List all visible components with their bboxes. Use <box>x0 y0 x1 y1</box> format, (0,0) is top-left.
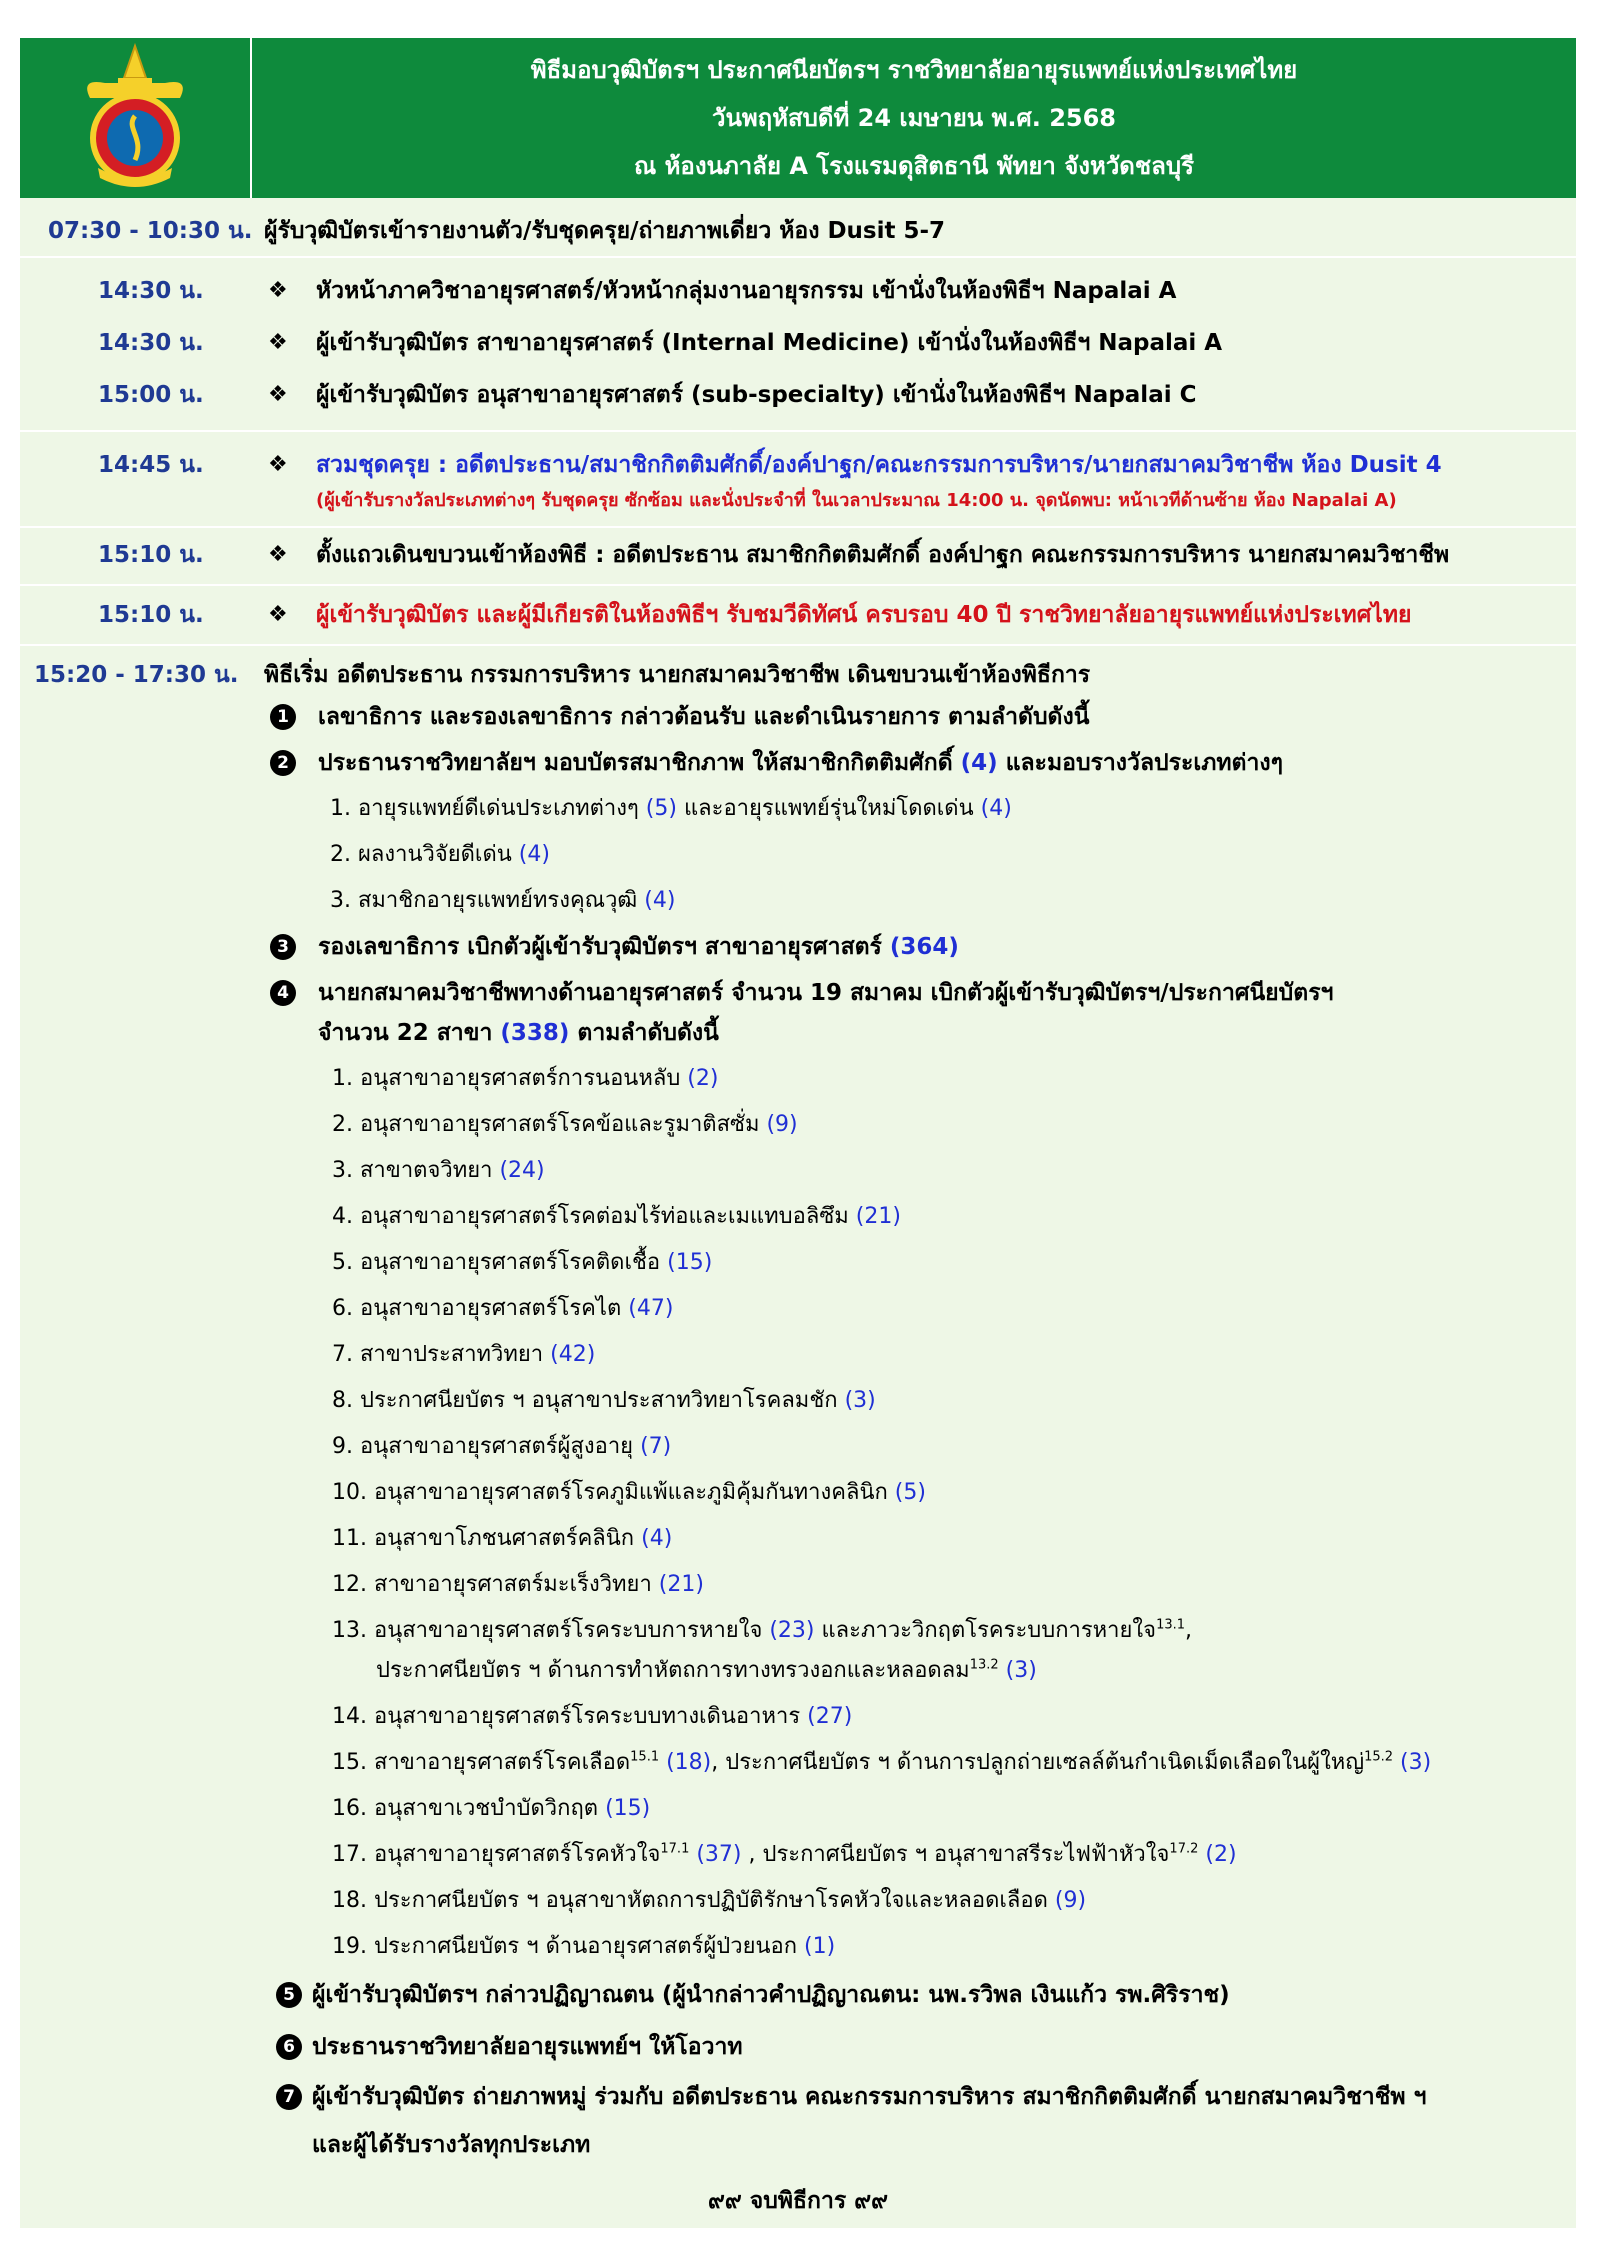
item-text-mid: , ประกาศนียบัตร ฯ ด้านการปลูกถ่ายเซลล์ต้นกำเนิดเม็ดเลือดในผู้ใหญ่ <box>711 1750 1365 1775</box>
item-text: อนุสาขาอายุรศาสตร์โรคภูมิแพ้และภูมิคุ้มกันทางคลินิก <box>374 1480 895 1505</box>
list-number: 8. <box>332 1388 353 1413</box>
event-title: พิธีมอบวุฒิบัตรฯ ประกาศนียบัตรฯ ราชวิทยาลัยอายุรแพทย์แห่งประเทศไทย <box>530 56 1298 84</box>
list-number: 18. <box>332 1888 367 1913</box>
step-number-icon: 5 <box>276 1982 302 2008</box>
footnote-ref: 15.1 <box>630 1749 660 1765</box>
item-text: ประกาศนียบัตร ฯ ด้านอายุรศาสตร์ผู้ป่วยนอก <box>374 1934 805 1959</box>
step-text: ประธานราชวิทยาลัยอายุรแพทย์ฯ ให้โอวาท <box>312 2034 743 2060</box>
item-text: ผลงานวิจัยดีเด่น <box>358 842 519 867</box>
step-text: และผู้ได้รับรางวัลทุกประเภท <box>312 2132 591 2158</box>
count-badge: (3) <box>998 1658 1037 1683</box>
step-number-icon: 2 <box>270 750 296 776</box>
logo-box <box>20 38 252 198</box>
list-number: 2. <box>330 842 351 867</box>
list-number: 10. <box>332 1480 367 1505</box>
item-text: อนุสาขาอายุรศาสตร์โรคติดเชื้อ <box>360 1250 668 1275</box>
count-badge: (2) <box>687 1066 719 1091</box>
row-divider <box>20 584 1576 586</box>
count-badge: (5) <box>645 796 677 821</box>
list-number: 1. <box>330 796 351 821</box>
ornament-left-icon: ๙๙ <box>708 2188 742 2214</box>
count-badge: (37) <box>689 1842 742 1867</box>
diamond-bullet-icon: ❖ <box>268 452 288 477</box>
list-number: 6. <box>332 1296 353 1321</box>
item-text: สาขาอายุรศาสตร์โรคเลือด <box>374 1750 631 1775</box>
schedule-text: ผู้เข้ารับวุฒิบัตร และผู้มีเกียรติในห้องพิธีฯ รับชมวีดิทัศน์ ครบรอบ 40 ปี ราชวิทยาลัยอายุรแพทย์แห่งประเทศไทย <box>316 602 1412 628</box>
time-label: 14:30 น. <box>98 278 204 304</box>
list-number: 1. <box>332 1066 353 1091</box>
item-text: ประกาศนียบัตร ฯ อนุสาขาหัตถการปฏิบัติรักษาโรคหัวใจและหลอดเลือด <box>374 1888 1055 1913</box>
time-label: 15:10 น. <box>98 542 204 568</box>
item-text: อนุสาขาอายุรศาสตร์โรคระบบทางเดินอาหาร <box>374 1704 808 1729</box>
schedule-text: ผู้เข้ารับวุฒิบัตร อนุสาขาอายุรศาสตร์ (sub-specialty) เข้านั่งในห้องพิธีฯ Napalai C <box>316 382 1197 408</box>
step-number-icon: 3 <box>270 934 296 960</box>
item-text: อนุสาขาอายุรศาสตร์โรคหัวใจ <box>374 1842 661 1867</box>
list-number: 2. <box>332 1112 353 1137</box>
footnote-ref: 13.2 <box>969 1657 999 1673</box>
step-text: รองเลขาธิการ เบิกตัวผู้เข้ารับวุฒิบัตรฯ สาขาอายุรศาสตร์ <box>318 934 890 960</box>
step-number-icon: 4 <box>270 980 296 1006</box>
count-badge: (9) <box>766 1112 798 1137</box>
item-text: อายุรแพทย์ดีเด่นประเภทต่างๆ <box>358 796 646 821</box>
footnote-ref: 17.2 <box>1169 1841 1199 1857</box>
count-badge: (21) <box>658 1572 704 1597</box>
schedule-text: พิธีเริ่ม อดีตประธาน กรรมการบริหาร นายกสมาคมวิชาชีพ เดินขบวนเข้าห้องพิธีการ <box>264 662 1091 688</box>
time-label: 07:30 - 10:30 น. <box>48 218 253 244</box>
time-label: 15:20 - 17:30 น. <box>34 662 239 688</box>
count-badge: (15) <box>667 1250 713 1275</box>
item-text-mid: และอายุรแพทย์รุ่นใหม่โดดเด่น <box>676 796 981 821</box>
list-number: 15. <box>332 1750 367 1775</box>
row-divider <box>20 430 1576 432</box>
diamond-bullet-icon: ❖ <box>268 330 288 355</box>
item-text: อนุสาขาเวชบำบัดวิกฤต <box>374 1796 606 1821</box>
row-divider <box>20 256 1576 258</box>
item-text: อนุสาขาโภชนศาสตร์คลินิก <box>374 1526 642 1551</box>
time-label: 15:00 น. <box>98 382 204 408</box>
step-text: จำนวน 22 สาขา <box>318 1020 501 1046</box>
item-text: สมาชิกอายุรแพทย์ทรงคุณวุฒิ <box>358 888 645 913</box>
step-number-icon: 6 <box>276 2034 302 2060</box>
count-badge: (15) <box>605 1796 651 1821</box>
count-badge: (1) <box>804 1934 836 1959</box>
item-text-tail: , <box>1185 1618 1193 1643</box>
item-text: สาขาประสาทวิทยา <box>360 1342 551 1367</box>
step-text: นายกสมาคมวิชาชีพทางด้านอายุรศาสตร์ จำนวน 19 สมาคม เบิกตัวผู้เข้ารับวุฒิบัตรฯ/ประกาศนียบัตรฯ <box>318 980 1334 1006</box>
step-text: ผู้เข้ารับวุฒิบัตรฯ กล่าวปฏิญาณตน (ผู้นำกล่าวคำปฏิญาณตน: นพ.รวิพล เงินแก้ว รพ.ศิริราช) <box>312 1982 1230 2008</box>
count-badge: (3) <box>844 1388 876 1413</box>
ornament-right-icon: ๙๙ <box>854 2188 888 2214</box>
count-badge: (4) <box>644 888 676 913</box>
header-banner <box>20 38 1576 198</box>
footnote-ref: 13.1 <box>1156 1617 1186 1633</box>
list-number: 16. <box>332 1796 367 1821</box>
count-badge: (4) <box>641 1526 673 1551</box>
diamond-bullet-icon: ❖ <box>268 602 288 627</box>
schedule-text: ผู้รับวุฒิบัตรเข้ารายงานตัว/รับชุดครุย/ถ่ายภาพเดี่ยว ห้อง Dusit 5-7 <box>264 218 946 244</box>
count-badge: (2) <box>1198 1842 1237 1867</box>
step-text-cont: ตามลำดับดังนี้ <box>569 1020 719 1046</box>
item-text: อนุสาขาอายุรศาสตร์การนอนหลับ <box>360 1066 688 1091</box>
count-badge: (9) <box>1054 1888 1087 1913</box>
list-number: 19. <box>332 1934 367 1959</box>
item-text: อนุสาขาอายุรศาสตร์โรคข้อและรูมาติสซั่ม <box>360 1112 767 1137</box>
count-badge: (21) <box>855 1204 901 1229</box>
count-badge: (7) <box>640 1434 672 1459</box>
time-label: 15:10 น. <box>98 602 204 628</box>
diamond-bullet-icon: ❖ <box>268 278 288 303</box>
event-date: วันพฤหัสบดีที่ 24 เมษายน พ.ศ. 2568 <box>711 104 1117 132</box>
list-number: 5. <box>332 1250 353 1275</box>
step-number-icon: 7 <box>276 2084 302 2110</box>
count-badge: (4) <box>980 796 1012 821</box>
diamond-bullet-icon: ❖ <box>268 382 288 407</box>
event-venue: ณ ห้องนภาลัย A โรงแรมดุสิตธานี พัทยา จังหวัดชลบุรี <box>633 152 1195 180</box>
item-text: อนุสาขาอายุรศาสตร์โรคต่อมไร้ท่อและเมแทบอลิซึม <box>360 1204 856 1229</box>
list-number: 3. <box>330 888 351 913</box>
count-badge: (24) <box>499 1158 545 1183</box>
count-badge: (5) <box>894 1480 926 1505</box>
list-number: 13. <box>332 1618 367 1643</box>
item-text: อนุสาขาอายุรศาสตร์ผู้สูงอายุ <box>360 1434 641 1459</box>
row-divider <box>20 644 1576 646</box>
step-number-icon: 1 <box>270 704 296 730</box>
schedule-note: (ผู้เข้ารับรางวัลประเภทต่างๆ รับชุดครุย ซักซ้อม และนั่งประจำที่ ในเวลาประมาณ 14:00 น. จุดนัดพบ: หน้าเวทีด้านซ้าย ห้อง Napalai A) <box>316 490 1397 511</box>
list-number: 7. <box>332 1342 353 1367</box>
diamond-bullet-icon: ❖ <box>268 542 288 567</box>
closing-text: จบพิธีการ <box>741 2188 855 2214</box>
schedule-text: ผู้เข้ารับวุฒิบัตร สาขาอายุรศาสตร์ (Internal Medicine) เข้านั่งในห้องพิธีฯ Napalai A <box>316 330 1223 356</box>
schedule-text: หัวหน้าภาควิชาอายุรศาสตร์/หัวหน้ากลุ่มงานอายุรกรรม เข้านั่งในห้องพิธีฯ Napalai A <box>316 278 1177 304</box>
item-text: ประกาศนียบัตร ฯ ด้านการทำหัตถการทางทรวงอกและหลอดลม <box>376 1658 970 1683</box>
row-divider <box>20 526 1576 528</box>
count-badge: (23) <box>769 1618 815 1643</box>
count-badge: (27) <box>807 1704 853 1729</box>
item-text: สาขาอายุรศาสตร์มะเร็งวิทยา <box>374 1572 659 1597</box>
item-text: อนุสาขาอายุรศาสตร์โรคระบบการหายใจ <box>374 1618 770 1643</box>
footnote-ref: 17.1 <box>660 1841 690 1857</box>
program-page <box>20 38 1576 2228</box>
college-crest-icon <box>20 38 250 198</box>
list-number: 3. <box>332 1158 353 1183</box>
step-text: ผู้เข้ารับวุฒิบัตร ถ่ายภาพหมู่ ร่วมกับ อดีตประธาน คณะกรรมการบริหาร สมาชิกกิตติมศักดิ์ นายกสมาคมวิชาชีพ ฯ <box>312 2084 1427 2110</box>
count-badge: (4) <box>960 750 998 776</box>
item-text: ประกาศนียบัตร ฯ อนุสาขาประสาทวิทยาโรคลมชัก <box>360 1388 845 1413</box>
count-badge: (338) <box>500 1020 570 1046</box>
list-number: 14. <box>332 1704 367 1729</box>
item-text-mid: และภาวะวิกฤตโรคระบบการหายใจ <box>814 1618 1157 1643</box>
time-label: 14:45 น. <box>98 452 204 478</box>
count-badge: (4) <box>518 842 550 867</box>
list-number: 4. <box>332 1204 353 1229</box>
count-badge: (18) <box>659 1750 712 1775</box>
schedule-text: ตั้งแถวเดินขบวนเข้าห้องพิธี : อดีตประธาน สมาชิกกิตติมศักดิ์ องค์ปาฐก คณะกรรมการบริหาร นายกสมาคมวิชาชีพ <box>316 542 1450 568</box>
item-text-mid: , ประกาศนียบัตร ฯ อนุสาขาสรีระไฟฟ้าหัวใจ <box>741 1842 1170 1867</box>
schedule-text: สวมชุดครุย : อดีตประธาน/สมาชิกกิตติมศักดิ์/องค์ปาฐก/คณะกรรมการบริหาร/นายกสมาคมวิชาชีพ ห้อง Dusit 4 <box>316 452 1442 478</box>
time-label: 14:30 น. <box>98 330 204 356</box>
item-text: สาขาตจวิทยา <box>360 1158 500 1183</box>
item-text: อนุสาขาอายุรศาสตร์โรคไต <box>360 1296 629 1321</box>
count-badge: (3) <box>1393 1750 1432 1775</box>
list-number: 11. <box>332 1526 367 1551</box>
footnote-ref: 15.2 <box>1364 1749 1394 1765</box>
list-number: 9. <box>332 1434 353 1459</box>
count-badge: (47) <box>628 1296 674 1321</box>
step-text: ประธานราชวิทยาลัยฯ มอบบัตรสมาชิกภาพ ให้สมาชิกกิตติมศักดิ์ <box>318 750 961 776</box>
header-text <box>252 38 1576 198</box>
count-badge: (42) <box>550 1342 596 1367</box>
step-text: เลขาธิการ และรองเลขาธิการ กล่าวต้อนรับ และดำเนินรายการ ตามลำดับดังนี้ <box>318 704 1090 730</box>
list-number: 17. <box>332 1842 367 1867</box>
list-number: 12. <box>332 1572 367 1597</box>
step-text-cont: และมอบรางวัลประเภทต่างๆ <box>997 750 1283 776</box>
count-badge: (364) <box>889 934 959 960</box>
